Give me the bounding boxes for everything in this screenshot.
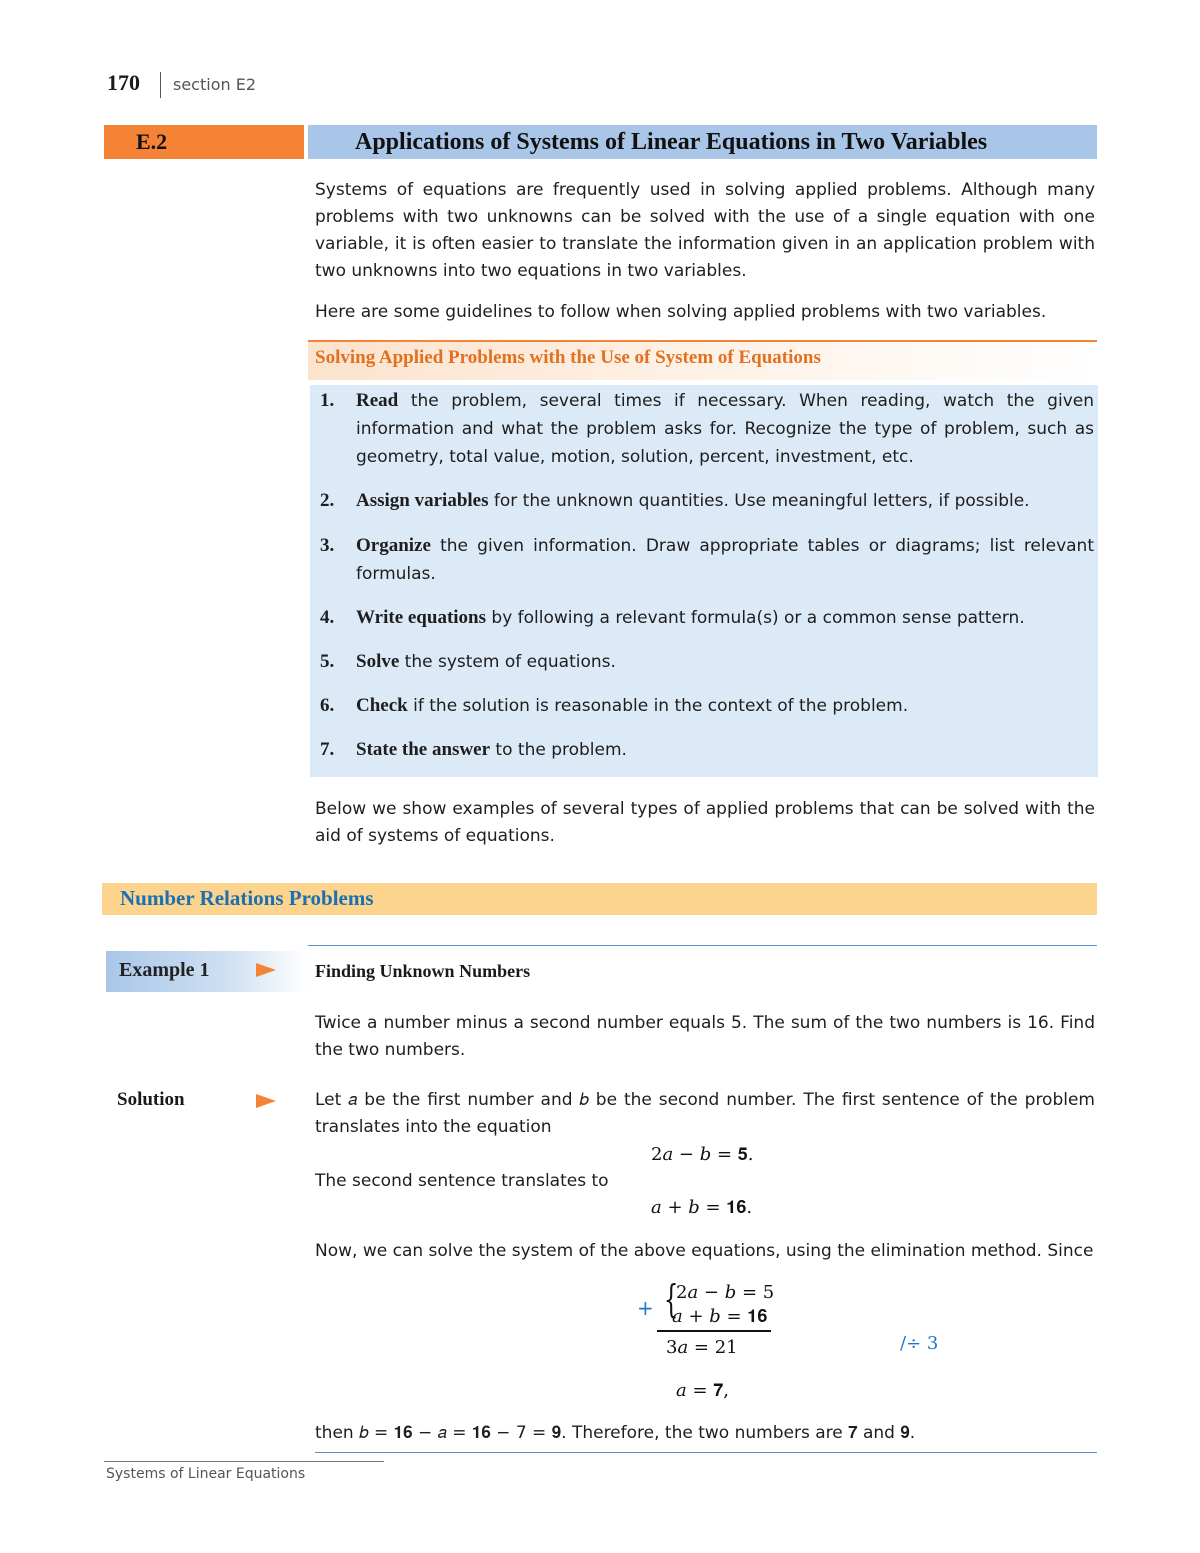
step-number: 7. xyxy=(320,739,335,760)
step-number: 5. xyxy=(320,651,335,672)
divide-note: /÷ 3 xyxy=(900,1333,939,1354)
guidelines-heading-box xyxy=(308,340,1097,380)
step-number: 4. xyxy=(320,607,335,628)
footer-divider xyxy=(104,1461,384,1462)
step-text: the given information. Draw appropriate tables or diagrams; list relevant formulas. xyxy=(356,536,1094,584)
guideline-step xyxy=(320,487,1094,515)
subsection-bar xyxy=(102,883,1097,915)
problem-statement: Twice a number minus a second number equals 5. The sum of the two numbers is 16. Find the two numbers. xyxy=(315,1013,1095,1060)
step-text: to the problem. xyxy=(490,740,627,760)
running-header: section E2 xyxy=(173,75,256,94)
step-keyword: Read xyxy=(356,390,399,411)
solution-intro: Let 𝑎 be the first number and 𝑏 be the second number. The first sentence of the problem translates into the equation xyxy=(315,1090,1095,1137)
guideline-step xyxy=(320,387,1094,471)
step-keyword: Assign variables xyxy=(356,490,489,511)
step-number: 2. xyxy=(320,490,335,511)
conclusion-text: then 𝑏 = 𝟏𝟔 − 𝑎 = 𝟏𝟔 − 7 = 𝟗. Therefore, the two numbers are 𝟕 and 𝟗. xyxy=(315,1423,916,1443)
plus-sign: + xyxy=(637,1296,654,1320)
example-title: Finding Unknown Numbers xyxy=(315,961,531,981)
guidelines-intro: Here are some guidelines to follow when solving applied problems with two variables. xyxy=(315,302,1047,322)
arrow-right-icon xyxy=(256,1094,276,1108)
footer-text: Systems of Linear Equations xyxy=(106,1466,306,1482)
solution-label: Solution xyxy=(117,1089,185,1110)
elimination-text: Now, we can solve the system of the above equations, using the elimination method. Since xyxy=(315,1241,1094,1261)
equation-2: 𝑎 + 𝑏 = 𝟏𝟔. xyxy=(651,1197,753,1218)
section-title: Applications of Systems of Linear Equations in Two Variables xyxy=(355,129,988,155)
sum-result: 3𝑎 = 21 xyxy=(666,1337,738,1358)
page-number: 170 xyxy=(107,70,140,95)
arrow-right-icon xyxy=(256,963,276,977)
step-number: 1. xyxy=(320,390,335,411)
step-keyword: Write equations xyxy=(356,607,487,628)
guideline-step xyxy=(320,532,1094,588)
section-label-box xyxy=(104,125,304,159)
section-title-box xyxy=(308,125,1097,159)
guideline-step xyxy=(320,648,1094,676)
step-keyword: Check xyxy=(356,695,408,716)
equation-1: 2𝑎 − 𝑏 = 𝟓. xyxy=(651,1144,754,1165)
system-equation-2: 𝑎 + 𝑏 = 𝟏𝟔 xyxy=(672,1306,768,1327)
step-number: 3. xyxy=(320,535,335,556)
header-divider xyxy=(160,72,161,98)
value-of-a: 𝑎 = 𝟕, xyxy=(676,1380,729,1401)
system-brace: { xyxy=(663,1277,679,1321)
guideline-step xyxy=(320,604,1094,632)
step-keyword: Solve xyxy=(356,651,400,672)
intro-paragraph: Systems of equations are frequently used in solving applied problems. Although many problems with two unknowns can be solved with the use of a single equation with one variable, it is often easier to translate the information given in an application problem with two unknowns into two equations in two variables. xyxy=(315,180,1095,281)
step-number: 6. xyxy=(320,695,335,716)
example-label-box xyxy=(106,951,308,992)
step-text: by following a relevant formula(s) or a common sense pattern. xyxy=(486,608,1025,628)
example-label: Example 1 xyxy=(119,959,210,981)
examples-intro: Below we show examples of several types of applied problems that can be solved with the aid of systems of equations. xyxy=(315,799,1095,846)
guideline-step xyxy=(320,692,1094,720)
example-divider xyxy=(308,945,1097,946)
subsection-title: Number Relations Problems xyxy=(120,886,374,910)
step-text: if the solution is reasonable in the context of the problem. xyxy=(407,696,909,716)
step-text: the system of equations. xyxy=(399,652,616,672)
system-equation-1: 2𝑎 − 𝑏 = 5 xyxy=(676,1282,775,1303)
guidelines-heading: Solving Applied Problems with the Use of System of Equations xyxy=(315,347,821,368)
sum-line xyxy=(657,1330,771,1332)
second-sentence-text: The second sentence translates to xyxy=(315,1171,609,1191)
step-text: the problem, several times if necessary. When reading, watch the given information and what the problem asks for. Recognize the type of problem, such as geometry, total value, motion, solution, percent, investment, etc. xyxy=(356,391,1094,467)
step-keyword: State the answer xyxy=(356,739,491,760)
guideline-step xyxy=(320,736,1094,764)
example-end-divider xyxy=(315,1452,1097,1453)
step-keyword: Organize xyxy=(356,535,431,556)
guidelines-box xyxy=(310,385,1098,777)
step-text: for the unknown quantities. Use meaningful letters, if possible. xyxy=(488,491,1030,511)
section-label: E.2 xyxy=(136,129,168,154)
